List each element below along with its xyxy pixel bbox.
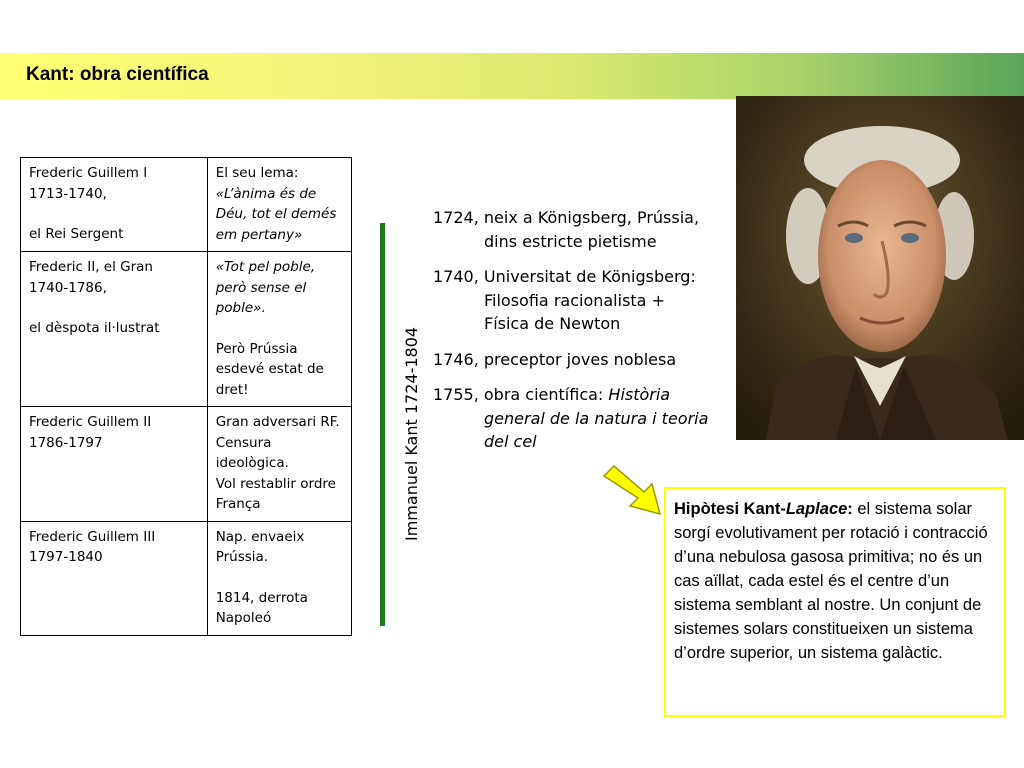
table-row bbox=[21, 158, 352, 252]
table-cell-notes: «Tot pel poble, però sense el poble». Però Prússia esdevé estat de dret! bbox=[207, 252, 351, 407]
table-cell-notes: Gran adversari RF. Censura ideològica. Vol restablir ordre França bbox=[207, 407, 351, 522]
page-title: Kant: obra científica bbox=[26, 64, 209, 85]
kant-portrait bbox=[736, 96, 1024, 440]
kant-timeline bbox=[433, 206, 753, 466]
timeline-entry: 1740, Universitat de Königsberg: Filosofia racionalista + Física de Newton bbox=[433, 267, 696, 333]
table-row bbox=[21, 252, 352, 407]
table-cell-ruler: Frederic Guillem III 1797-1840 bbox=[21, 521, 208, 635]
table-row bbox=[21, 521, 352, 635]
table-cell-notes: Nap. envaeix Prússia. 1814, derrota Napoleó bbox=[207, 521, 351, 635]
timeline-entry: 1746, preceptor joves noblesa bbox=[433, 349, 677, 369]
table-cell-notes: El seu lema: «L’ànima és de Déu, tot el demés em pertany» bbox=[207, 158, 351, 252]
arrow-down-right-icon bbox=[600, 462, 670, 522]
table-row bbox=[21, 407, 352, 522]
table-cell-ruler: Frederic Guillem II 1786-1797 bbox=[21, 407, 208, 522]
portrait-icon bbox=[736, 96, 1024, 440]
timeline-entry: 1755, obra científica: Història general de la natura i teoria del cel bbox=[433, 385, 709, 451]
table-cell-ruler: Frederic II, el Gran 1740-1786, el dèspota il·lustrat bbox=[21, 252, 208, 407]
vertical-label: Immanuel Kant 1724-1804 bbox=[402, 326, 421, 541]
rulers-table bbox=[20, 157, 352, 636]
title-bar bbox=[0, 53, 1024, 99]
timeline-entry: 1724, neix a Königsberg, Prússia, dins estricte pietisme bbox=[433, 208, 700, 251]
table-cell-ruler: Frederic Guillem I 1713-1740, el Rei Sergent bbox=[21, 158, 208, 252]
hypothesis-box: Hipòtesi Kant-Laplace: el sistema solar sorgí evolutivament per rotació i contracció d’una nebulosa gasosa primitiva; no és un cas aïllat, cada estel és el centre d’un sistema semblant al nostre. Un conjunt de sistemes solars constitueixen un sistema d’ordre superior, un sistema galàctic. bbox=[664, 487, 1006, 717]
green-divider-line bbox=[380, 223, 385, 626]
